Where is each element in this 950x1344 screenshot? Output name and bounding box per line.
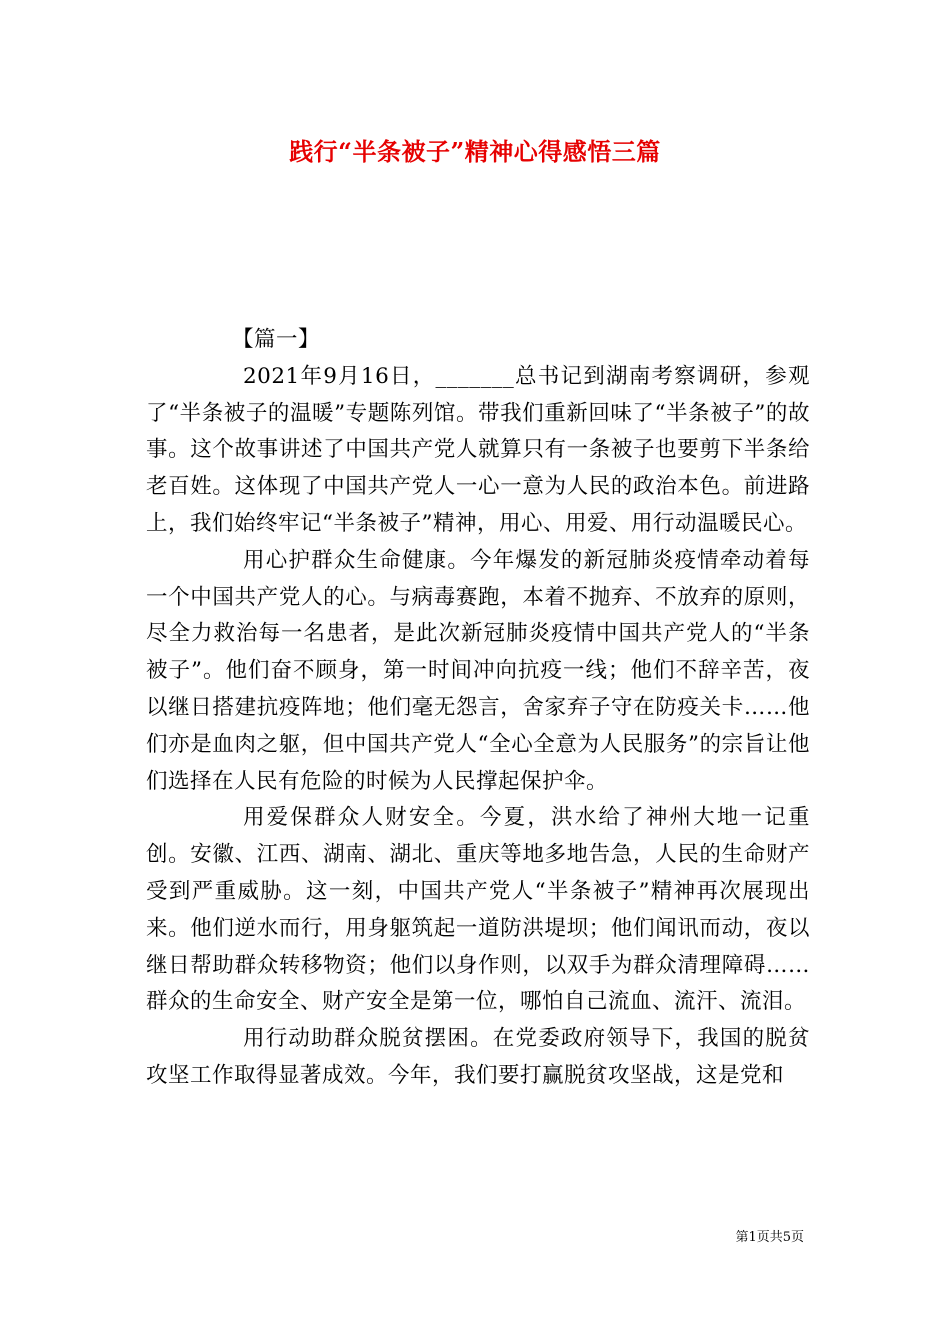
- paragraph-1: 2021年9月16日，_______总书记到湖南考察调研，参观了“半条被子的温暖”专题陈列馆。带我们重新回味了“半条被子”的故事。这个故事讲述了中国共产党人就算只有一条被子也要剪下半条给老百姓。这体现了中国共产党人一心一意为人民的政治本色。前进路上，我们始终牢记“半条被子”精神，用心、用爱、用行动温暖民心。: [146, 363, 810, 536]
- section-label: 【篇一】: [232, 327, 321, 352]
- document-title: 践行“半条被子”精神心得感悟三篇: [289, 137, 661, 166]
- paragraph-4: 用行动助群众脱贫摆困。在党委政府领导下，我国的脱贫攻坚工作取得显著成效。今年，我们要打赢脱贫攻坚战，这是党和: [146, 1026, 810, 1088]
- paragraph-3: 用爱保群众人财安全。今夏，洪水给了神州大地一记重创。安徽、江西、湖南、湖北、重庆等地多地告急，人民的生命财产受到严重威胁。这一刻，中国共产党人“半条被子”精神再次展现出来。他们逆水而行，用身躯筑起一道防洪堤坝；他们闻讯而动，夜以继日帮助群众转移物资；他们以身作则，以双手为群众清理障碍……群众的生命安全、财产安全是第一位，哪怕自己流血、流汗、流泪。: [146, 805, 810, 1015]
- page-number-footer: 第1页共5页: [735, 1230, 804, 1245]
- document-body: [146, 322, 810, 1095]
- paragraph-2: 用心护群众生命健康。今年爆发的新冠肺炎疫情牵动着每一个中国共产党人的心。与病毒赛跑，本着不抛弃、不放弃的原则，尽全力救治每一名患者，是此次新冠肺炎疫情中国共产党人的“半条被子”。他们奋不顾身，第一时间冲向抗疫一线；他们不辞辛苦，夜以继日搭建抗疫阵地；他们毫无怨言，舍家弃子守在防疫关卡……他们亦是血肉之躯，但中国共产党人“全心全意为人民服务”的宗旨让他们选择在人民有危险的时候为人民撑起保护伞。: [146, 547, 810, 794]
